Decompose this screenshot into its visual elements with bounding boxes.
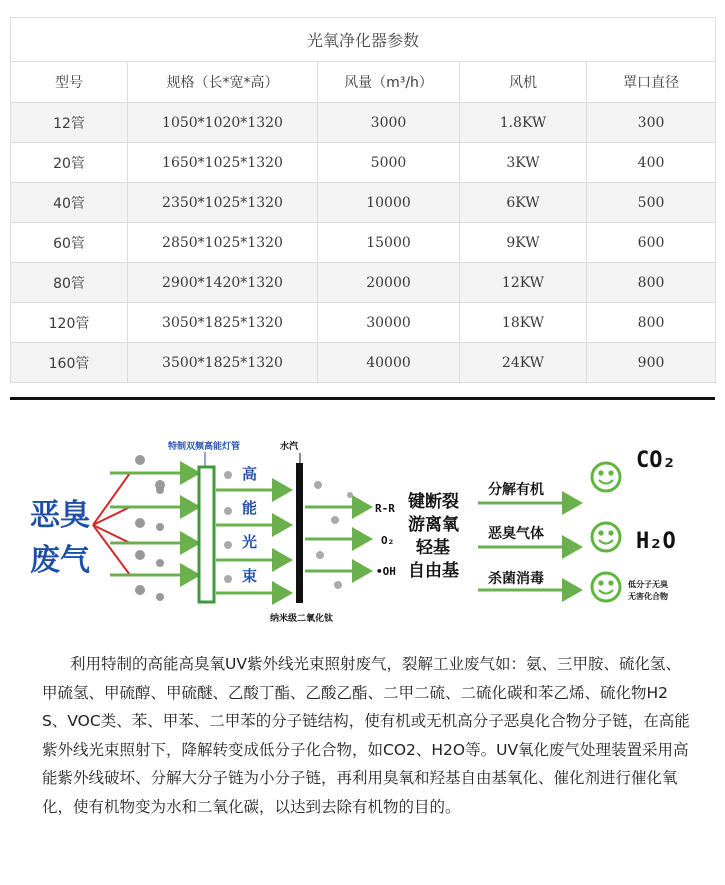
- source-text-line2: 废气: [30, 543, 90, 578]
- cell-size: 1050*1020*1320: [128, 103, 318, 143]
- table-row: [11, 223, 716, 263]
- cell-size: 3500*1825*1320: [128, 343, 318, 383]
- uv-lamp-tube: [199, 467, 214, 602]
- cell-airflow: 15000: [318, 223, 460, 263]
- beam-char-4: 束: [242, 567, 258, 585]
- reaction-line-4: 自由基: [408, 561, 459, 581]
- product-harmless: 无害化合物: [628, 592, 668, 601]
- catalyst-screen: [296, 463, 303, 603]
- lamp-label: 特制双频高能灯管: [168, 442, 241, 452]
- cell-size: 2850*1025*1320: [128, 223, 318, 263]
- post-screen-arrows: [305, 507, 370, 571]
- cell-model: 120管: [11, 303, 128, 343]
- cell-fan: 18KW: [460, 303, 587, 343]
- cell-hood-diameter: 800: [587, 303, 716, 343]
- cell-airflow: 10000: [318, 183, 460, 223]
- cell-fan: 9KW: [460, 223, 587, 263]
- section-divider: [10, 397, 715, 400]
- cell-hood-diameter: 400: [587, 143, 716, 183]
- cell-airflow: 40000: [318, 343, 460, 383]
- header-hood-diameter: 罩口直径: [587, 62, 716, 103]
- process-description: 利用特制的高能高臭氧UV紫外线光束照射废气，裂解工业废气如：氨、三甲胺、硫化氢、甲硫氢、甲硫醇、甲硫醚、乙酸丁酯、乙酸乙酯、二甲二硫、二硫化碳和苯乙烯、硫化物H2S、VOC类、苯、甲苯、二甲苯的分子链结构，使有机或无机高分子恶臭化合物分子链，在高能紫外线光束照射下，降解转变成低分子化合物，如CO2、H2O等。UV氧化废气处理装置采用高能紫外线破坏、分解大分子链为小分子链，再利用臭氧和羟基自由基氧化、催化剂进行催化氧化，使有机物变为水和二氧化碳，以达到去除有机物的目的。: [42, 655, 690, 816]
- cell-fan: 24KW: [460, 343, 587, 383]
- source-arrows: [110, 473, 198, 575]
- cell-fan: 1.8KW: [460, 103, 587, 143]
- cell-airflow: 5000: [318, 143, 460, 183]
- table-header-row: [11, 62, 716, 103]
- radical-o2: O₂: [381, 534, 395, 547]
- cell-size: 2900*1420*1320: [128, 263, 318, 303]
- cell-airflow: 3000: [318, 103, 460, 143]
- red-fan-lines: [93, 473, 130, 575]
- reaction-line-2: 游离氧: [408, 515, 459, 535]
- cell-hood-diameter: 500: [587, 183, 716, 223]
- cell-hood-diameter: 600: [587, 223, 716, 263]
- header-model: 型号: [11, 62, 128, 103]
- beam-dots: [224, 471, 232, 583]
- reaction-line-3: 轻基: [416, 538, 450, 558]
- product-h2o: H₂O: [636, 529, 676, 554]
- table-row: [11, 143, 716, 183]
- result-2: 恶臭气体: [488, 526, 544, 542]
- cell-model: 160管: [11, 343, 128, 383]
- vapor-label: 水汽: [280, 442, 299, 452]
- process-diagram: [0, 415, 725, 640]
- cell-size: 3050*1825*1320: [128, 303, 318, 343]
- cell-airflow: 20000: [318, 263, 460, 303]
- cell-model: 60管: [11, 223, 128, 263]
- table-row: [11, 103, 716, 143]
- table-title-row: [11, 18, 716, 62]
- cell-size: 2350*1025*1320: [128, 183, 318, 223]
- molecule-sparkles: [135, 455, 165, 601]
- table-row: [11, 183, 716, 223]
- reaction-line-1: 键断裂: [408, 492, 459, 512]
- beam-char-2: 能: [242, 499, 258, 517]
- beam-char-1: 高: [242, 465, 258, 483]
- cell-model: 40管: [11, 183, 128, 223]
- header-fan: 风机: [460, 62, 587, 103]
- source-text-line1: 恶臭: [30, 498, 90, 533]
- process-diagram-svg: [0, 415, 725, 640]
- table-row: [11, 343, 716, 383]
- catalyst-label: 纳米级二氧化钛: [270, 614, 334, 624]
- radical-oh: •OH: [376, 565, 396, 578]
- post-screen-dots: [314, 481, 353, 589]
- cell-hood-diameter: 900: [587, 343, 716, 383]
- product-co2: CO₂: [636, 448, 676, 473]
- table-row: [11, 263, 716, 303]
- table-row: [11, 303, 716, 343]
- cell-fan: 6KW: [460, 183, 587, 223]
- cell-hood-diameter: 800: [587, 263, 716, 303]
- header-airflow: 风量（m³/h）: [318, 62, 460, 103]
- result-1: 分解有机: [488, 482, 544, 498]
- cell-size: 1650*1025*1320: [128, 143, 318, 183]
- product-low-molecular: 低分子无臭: [628, 580, 668, 589]
- cell-model: 20管: [11, 143, 128, 183]
- cell-airflow: 30000: [318, 303, 460, 343]
- table-title: 光氧净化器参数: [11, 18, 716, 62]
- cell-model: 80管: [11, 263, 128, 303]
- beam-char-3: 光: [242, 533, 258, 551]
- result-3: 杀菌消毒: [488, 571, 544, 587]
- cell-hood-diameter: 300: [587, 103, 716, 143]
- cell-fan: 12KW: [460, 263, 587, 303]
- parameter-table: [10, 17, 716, 383]
- cell-model: 12管: [11, 103, 128, 143]
- header-size: 规格（长*宽*高）: [128, 62, 318, 103]
- cell-fan: 3KW: [460, 143, 587, 183]
- radical-rr: R-R: [375, 502, 395, 515]
